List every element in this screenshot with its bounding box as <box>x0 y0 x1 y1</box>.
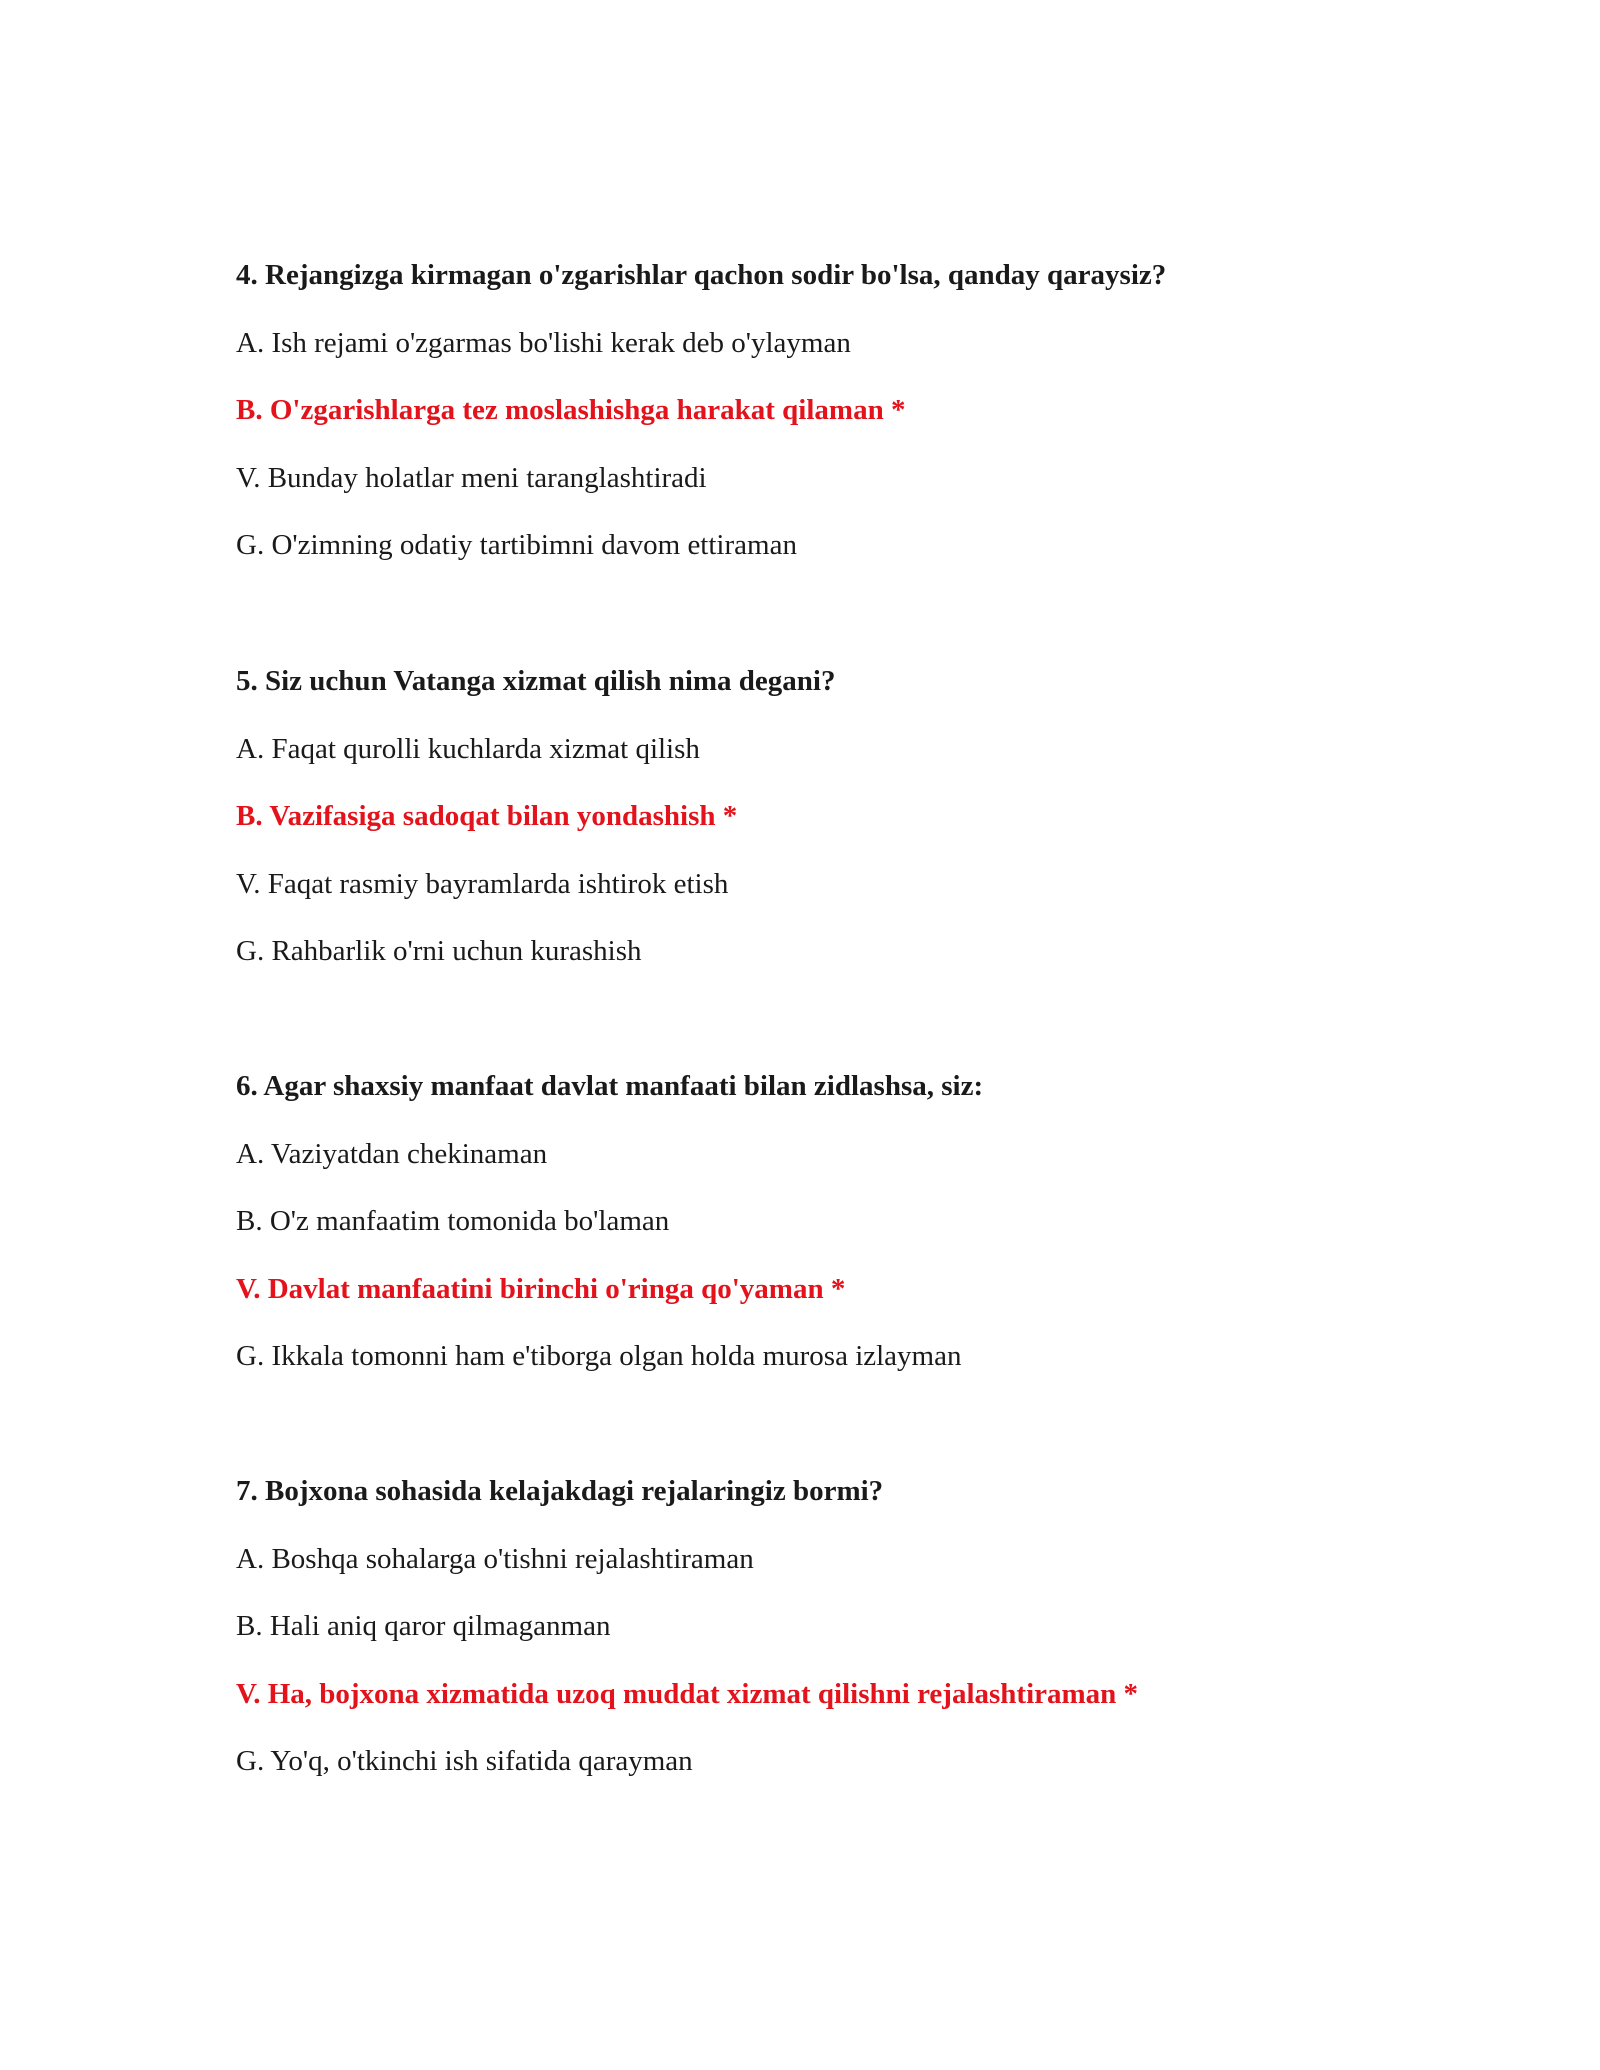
answer-option-b-correct: B. Vazifasiga sadoqat bilan yondashish * <box>236 800 738 832</box>
answer-option-a: A. Vaziyatdan chekinaman <box>236 1137 548 1170</box>
answer-option-a: A. Boshqa sohalarga o'tishni rejalashtiraman <box>236 1542 754 1575</box>
question-5 <box>236 664 1436 968</box>
question-7 <box>236 1474 1436 1778</box>
question-title: 4. Rejangizga kirmagan o'zgarishlar qachon sodir bo'lsa, qanday qaraysiz? <box>236 259 1167 291</box>
question-4 <box>236 258 1436 562</box>
answer-option-b: B. O'z manfaatim tomonida bo'laman <box>236 1205 670 1237</box>
answer-option-a: A. Ish rejami o'zgarmas bo'lishi kerak deb o'ylayman <box>236 326 851 359</box>
question-title: 5. Siz uchun Vatanga xizmat qilish nima degani? <box>236 665 836 697</box>
question-title: 6. Agar shaxsiy manfaat davlat manfaati bilan zidlashsa, siz: <box>236 1070 984 1102</box>
answer-option-g: G. Ikkala tomonni ham e'tiborga olgan holda murosa izlayman <box>236 1340 962 1372</box>
question-title: 7. Bojxona sohasida kelajakdagi rejalaringiz bormi? <box>236 1475 884 1507</box>
answer-option-g: G. O'zimning odatiy tartibimni davom ettiraman <box>236 529 797 561</box>
answer-option-v: V. Faqat rasmiy bayramlarda ishtirok etish <box>236 867 729 900</box>
answer-option-b: B. Hali aniq qaror qilmaganman <box>236 1610 611 1642</box>
answer-option-v-correct: V. Davlat manfaatini birinchi o'ringa qo'yaman * <box>236 1272 846 1305</box>
answer-option-a: A. Faqat qurolli kuchlarda xizmat qilish <box>236 732 700 765</box>
question-6 <box>236 1069 1436 1373</box>
answer-option-v: V. Bunday holatlar meni taranglashtiradi <box>236 461 707 494</box>
answer-option-g: G. Rahbarlik o'rni uchun kurashish <box>236 935 642 967</box>
answer-option-v-correct: V. Ha, bojxona xizmatida uzoq muddat xizmat qilishni rejalashtiraman * <box>236 1677 1139 1710</box>
answer-option-b-correct: B. O'zgarishlarga tez moslashishga harakat qilaman * <box>236 394 906 426</box>
answer-option-g: G. Yo'q, o'tkinchi ish sifatida qarayman <box>236 1745 693 1777</box>
